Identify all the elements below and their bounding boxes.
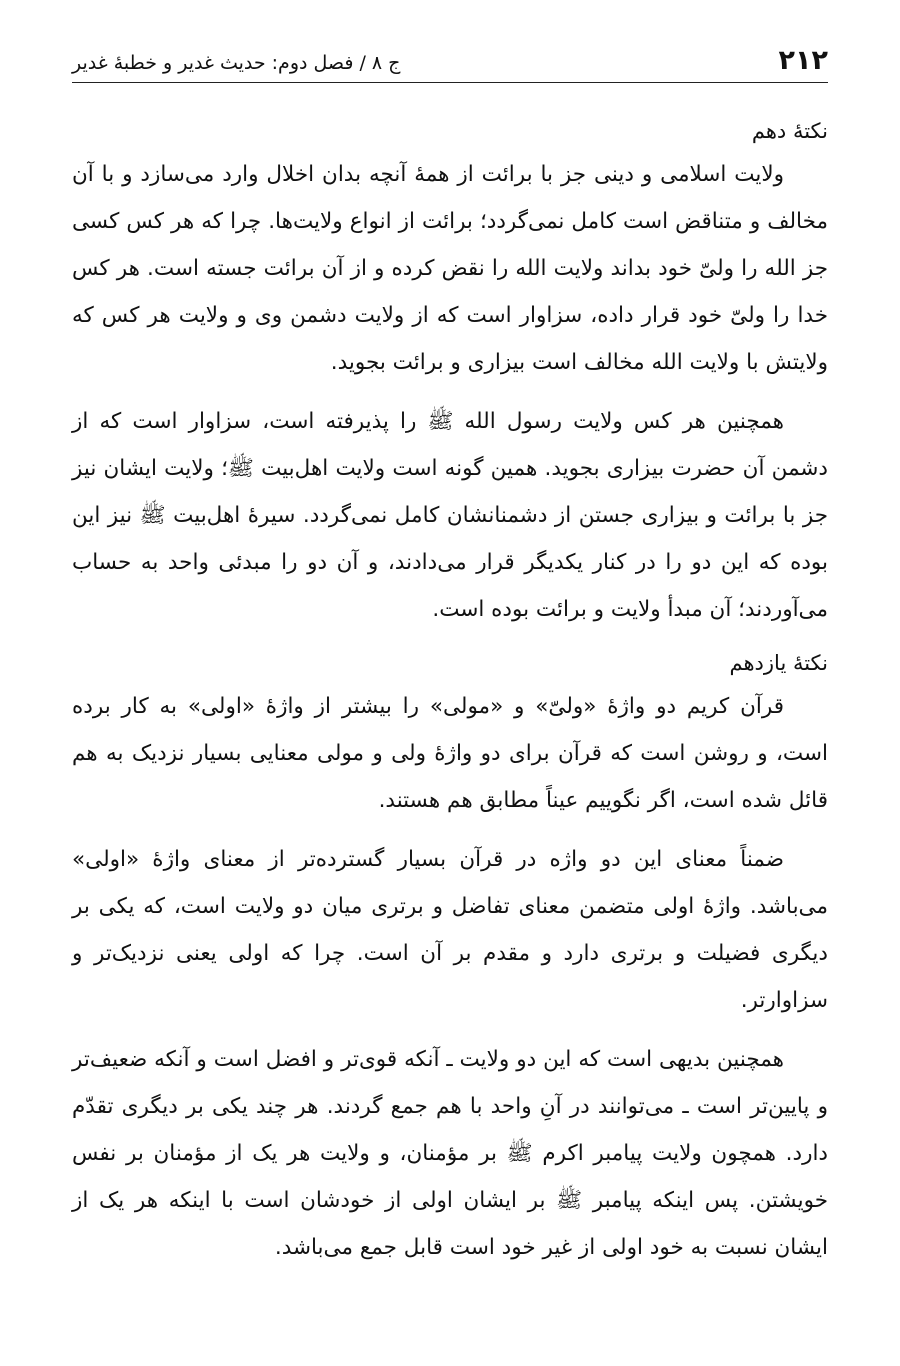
paragraph: قرآن کریم دو واژهٔ «ولیّ» و «مولی» را بیشتر از واژهٔ «اولی» به کار برده است، و روشن است که قرآن برای دو واژهٔ ولی و مولی معنایی بسیار نزدیک به هم قائل شده است، اگر نگوییم عیناً مطابق هم هستند.	[72, 694, 828, 813]
book-page	[72, 36, 828, 1366]
paragraph: ضمناً معنای این دو واژه در قرآن بسیار گسترده‌تر از معنای واژهٔ «اولی» می‌باشد. واژهٔ اولی متضمن معنای تفاضل و برتری میان دو ولایت است، که یکی بر دیگری فضیلت و برتری دارد و مقدم بر آن است. چرا که اولی یعنی نزدیک‌تر و سزاوارتر.	[72, 847, 828, 1013]
paragraph: ولایت اسلامی و دینی جز با برائت از همهٔ آنچه بدان اخلال وارد می‌سازد و با آن مخالف و متناقض است کامل نمی‌گردد؛ برائت از انواع ولایت‌ها. چرا که هر کس کسی جز الله را ولیّ خود بداند ولایت الله را نقض کرده و از آن برائت جسته است. هر کس خدا را ولیّ خود قرار داده، سزاوار است که از ولایت دشمن وی و ولایت هر کس که ولایتش با ولایت الله مخالف است بیزاری و برائت بجوید.	[72, 162, 828, 375]
section-heading: نکتهٔ دهم	[751, 119, 828, 143]
page-header	[72, 36, 828, 83]
section-heading: نکتهٔ یازدهم	[729, 651, 828, 675]
page-number: ۲۱۲	[778, 45, 828, 76]
paragraph: همچنین بدیهی است که این دو ولایت ـ آنکه قوی‌تر و افضل است و آنکه ضعیف‌تر و پایین‌تر است ـ می‌توانند در آنِ واحد با هم جمع گردند. هر چند یکی بر دیگری تقدّم دارد. همچون ولایت پیامبر اکرم ﷺ بر مؤمنان، و ولایت هر یک از مؤمنان بر نفس خویشتن. پس اینکه پیامبر ﷺ بر ایشان اولی از خودشان است با اینکه هر یک از ایشان نسبت به خود اولی از غیر خود است قابل جمع می‌باشد.	[72, 1047, 828, 1260]
running-head: ج ۸ / فصل دوم: حدیث غدیر و خطبهٔ غدیر	[72, 52, 401, 74]
section-eleventh-point	[72, 645, 828, 1271]
section-tenth-point	[72, 113, 828, 633]
page-body	[72, 113, 828, 1271]
paragraph: همچنین هر کس ولایت رسول الله ﷺ را پذیرفته است، سزاوار است که از دشمن آن حضرت بیزاری بجوید. همین گونه است ولایت اهل‌بیت ﷺ؛ ولایت ایشان نیز جز با برائت و بیزاری جستن از دشمنانشان کامل نمی‌گردد. سیرهٔ اهل‌بیت ﷺ نیز این بوده که این دو را در کنار یکدیگر قرار می‌دادند، و آن دو را مبدئی واحد به حساب می‌آوردند؛ آن مبدأ ولایت و برائت بوده است.	[72, 409, 828, 622]
